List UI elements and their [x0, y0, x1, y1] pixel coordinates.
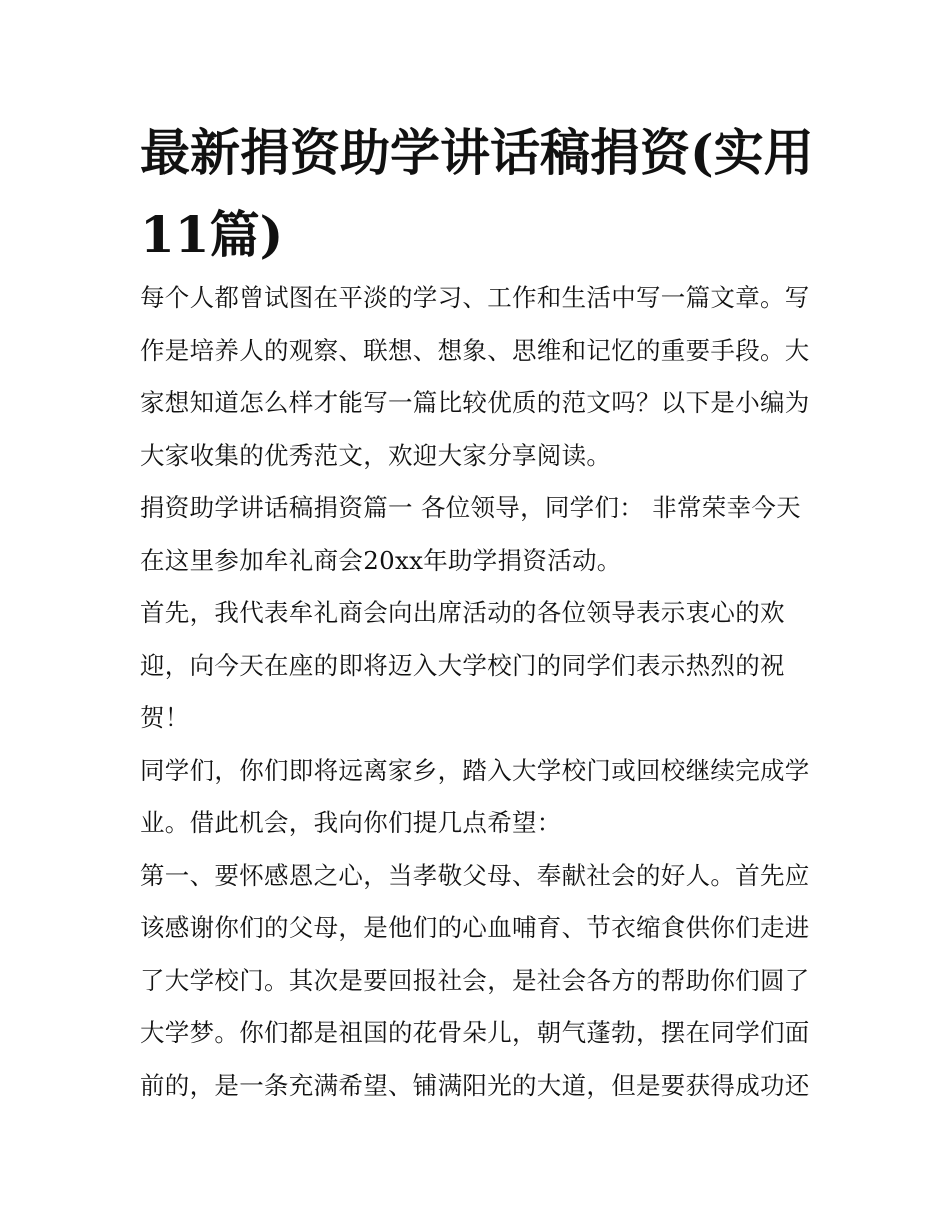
paragraph-greeting: 捐资助学讲话稿捐资篇一 各位领导，同学们： 非常荣幸今天在这里参加牟礼商会20xx年助学捐资活动。 — [140, 493, 801, 575]
paragraph-welcome: 首先，我代表牟礼商会向出席活动的各位领导表示衷心的欢迎，向今天在座的即将迈入大学校门的同学们表示热烈的祝贺！ — [140, 598, 785, 732]
document-title: 最新捐资助学讲话稿捐资(实用11篇) — [140, 123, 814, 264]
paragraph-intro: 每个人都曾试图在平淡的学习、工作和生活中写一篇文章。写作是培养人的观察、联想、想象、思维和记忆的重要手段。大家想知道怎么样才能写一篇比较优质的范文吗？以下是小编为大家收集的优秀范文，欢迎大家分享阅读。 — [140, 283, 810, 470]
document-body — [140, 272, 815, 1112]
paragraph-hopes: 同学们，你们即将远离家乡，踏入大学校门或回校继续完成学业。借此机会，我向你们提几点希望： — [140, 755, 810, 837]
paragraph-first-point: 第一、要怀感恩之心，当孝敬父母、奉献社会的好人。首先应该感谢你们的父母，是他们的心血哺育、节衣缩食供你们走进了大学校门。其次是要回报社会，是社会各方的帮助你们圆了大学梦。你们都是祖国的花骨朵儿，朝气蓬勃，摆在同学们面前的，是一条充满希望、铺满阳光的大道，但是要获得成功还 — [140, 860, 810, 1100]
